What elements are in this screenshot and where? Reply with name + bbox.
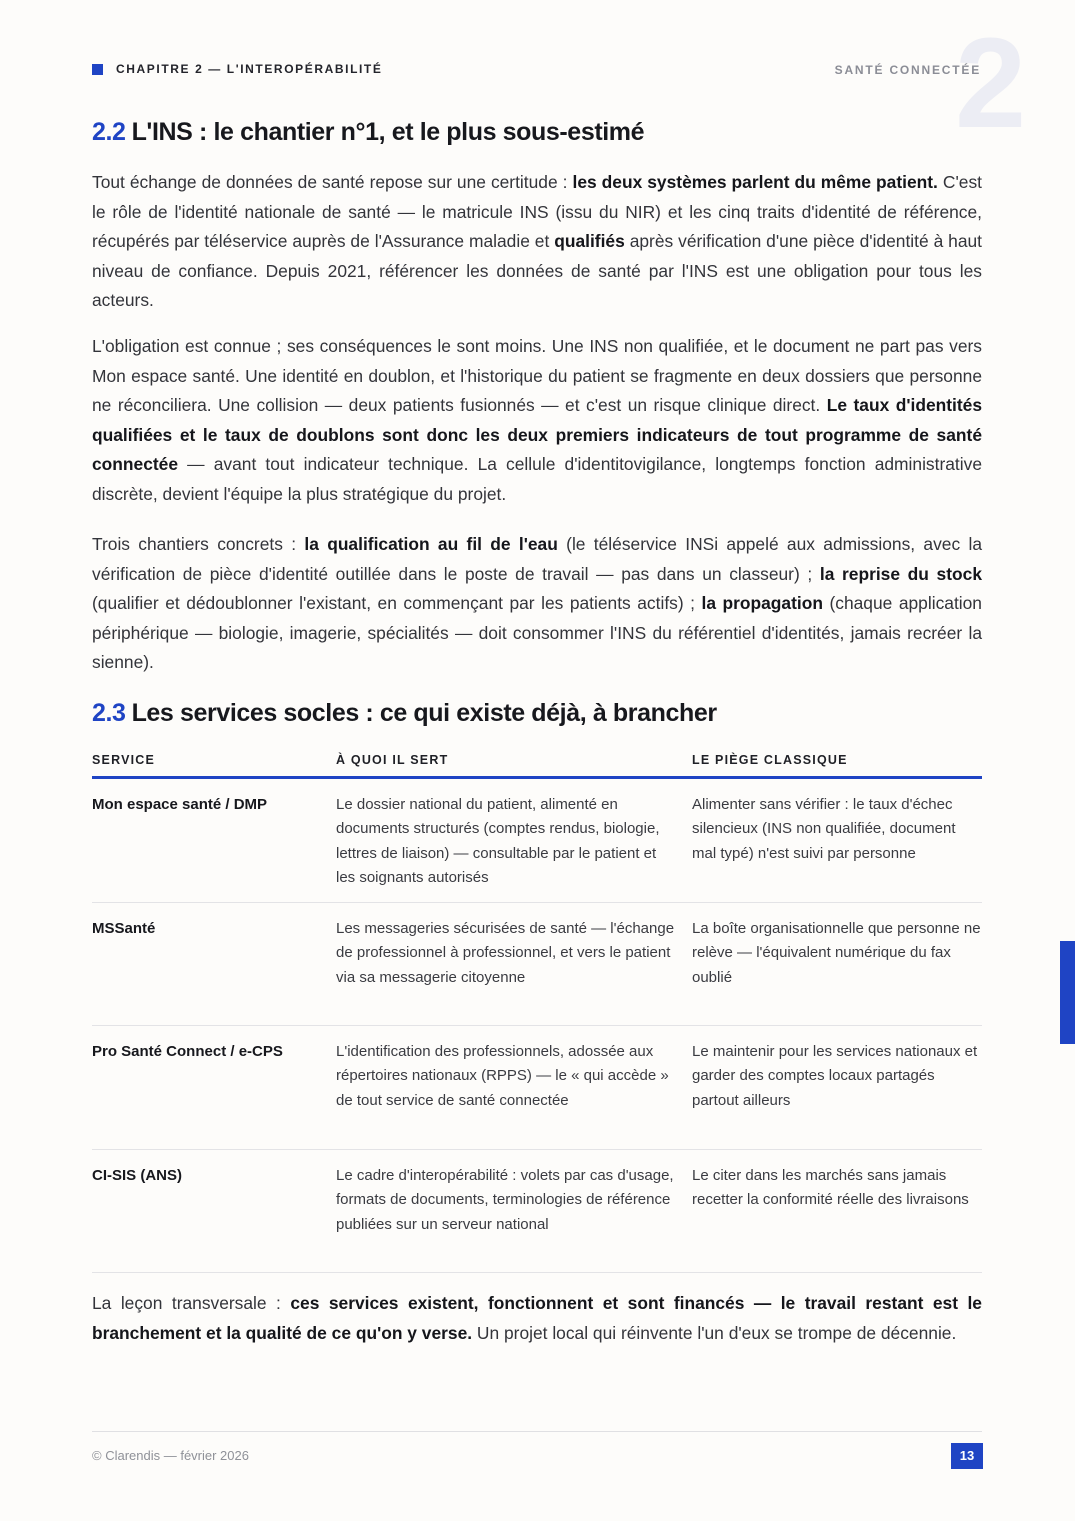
table-row <box>92 903 982 1026</box>
section-heading-2-3 <box>92 699 717 728</box>
chapter-marker-square <box>92 64 103 75</box>
book-title: SANTÉ CONNECTÉE <box>834 63 981 77</box>
paragraph-ins-consequences: L'obligation est connue ; ses conséquences le sont moins. Une INS non qualifiée, et le document ne part pas vers Mon espace santé. Une identité en doublon, et l'historique du patient se fragmente en deux dossiers que personne ne réconciliera. Une collision — deux patients fusionnés — et c'est un risque clinique direct. Le taux d'identités qualifiées et le taux de doublons sont donc les deux premiers indicateurs de tout programme de santé connectée — avant tout indicateur technique. La cellule d'identitovigilance, longtemps fonction administrative discrète, devient l'équipe la plus stratégique du projet. <box>92 336 983 504</box>
section-number: 2.3 <box>92 699 126 727</box>
services-table <box>92 744 982 1273</box>
cell-trap: Le maintenir pour les services nationaux et garder des comptes locaux partagés partout ailleurs <box>692 1043 978 1109</box>
cell-use: Le dossier national du patient, alimenté en documents structurés (comptes rendus, biologie, lettres de liaison) — consultable par le patient et les soignants autorisés <box>336 796 660 886</box>
cell-use: Les messageries sécurisées de santé — l'échange de professionnel à professionnel, et vers le patient via sa messagerie citoyenne <box>336 920 675 986</box>
chapter-number-watermark: 2 <box>955 12 1025 155</box>
column-header-service: SERVICE <box>92 753 156 767</box>
paragraph-ins-chantiers: Trois chantiers concrets : la qualification au fil de l'eau (le téléservice INSi appelé aux admissions, avec la vérification de pièce d'identité outillée dans le poste de travail — pas dans un classeur) ; la reprise du stock (qualifier et dédoublonner l'existant, en commençant par les patients actifs) ; la propagation (chaque application périphérique — biologie, imagerie, spécialités — doit consommer l'INS du référentiel d'identités, jamais recréer la sienne). <box>92 534 982 672</box>
cell-service: CI-SIS (ANS) <box>92 1167 182 1184</box>
cell-trap: La boîte organisationnelle que personne ne relève — l'équivalent numérique du fax oublié <box>692 920 981 986</box>
cell-service: Pro Santé Connect / e-CPS <box>92 1043 283 1060</box>
paragraph-ins-intro: Tout échange de données de santé repose sur une certitude : les deux systèmes parlent du même patient. C'est le rôle de l'identité nationale de santé — le matricule INS (issu du NIR) et les cinq traits d'identité de référence, récupérés par téléservice auprès de l'Assurance maladie et qualifiés après vérification d'une pièce d'identité à haut niveau de confiance. Depuis 2021, référencer les données de santé par l'INS est une obligation pour tous les acteurs. <box>92 172 983 310</box>
cell-use: Le cadre d'interopérabilité : volets par cas d'usage, formats de documents, terminologies de référence publiées sur un serveur national <box>336 1167 674 1233</box>
section-number: 2.2 <box>92 118 126 146</box>
cell-trap: Alimenter sans vérifier : le taux d'échec silencieux (INS non qualifiée, document mal typé) n'est suivi par personne <box>692 796 956 862</box>
paragraph-conclusion: La leçon transversale : ces services existent, fonctionnent et sont financés — le travail restant est le branchement et la qualité de ce qu'on y verse. Un projet local qui réinvente l'un d'eux se trompe de décennie. <box>92 1293 982 1343</box>
table-row <box>92 1150 982 1273</box>
cell-service: Mon espace santé / DMP <box>92 796 268 813</box>
cell-use: L'identification des professionnels, adossée aux répertoires nationaux (RPPS) — le « qui accède » de tout service de santé connectée <box>336 1043 669 1109</box>
table-row <box>92 1026 982 1150</box>
page-number-badge: 13 <box>951 1443 983 1469</box>
chapter-side-tab <box>1060 941 1075 1044</box>
table-header <box>92 744 982 779</box>
column-header-use: À QUOI IL SERT <box>336 753 449 767</box>
column-header-trap: LE PIÈGE CLASSIQUE <box>692 753 848 767</box>
cell-trap: Le citer dans les marchés sans jamais recetter la conformité réelle des livraisons <box>692 1167 969 1209</box>
table-row <box>92 779 982 903</box>
section-heading-2-2 <box>92 118 644 147</box>
running-header <box>92 62 382 76</box>
section-title: Les services socles : ce qui existe déjà, à brancher <box>131 699 717 727</box>
footer-divider <box>92 1431 982 1432</box>
section-title: L'INS : le chantier n°1, et le plus sous-estimé <box>131 118 645 146</box>
chapter-title: CHAPITRE 2 — L'INTEROPÉRABILITÉ <box>116 62 383 76</box>
footer-copyright: © Clarendis — février 2026 <box>92 1448 249 1463</box>
cell-service: MSSanté <box>92 920 156 937</box>
